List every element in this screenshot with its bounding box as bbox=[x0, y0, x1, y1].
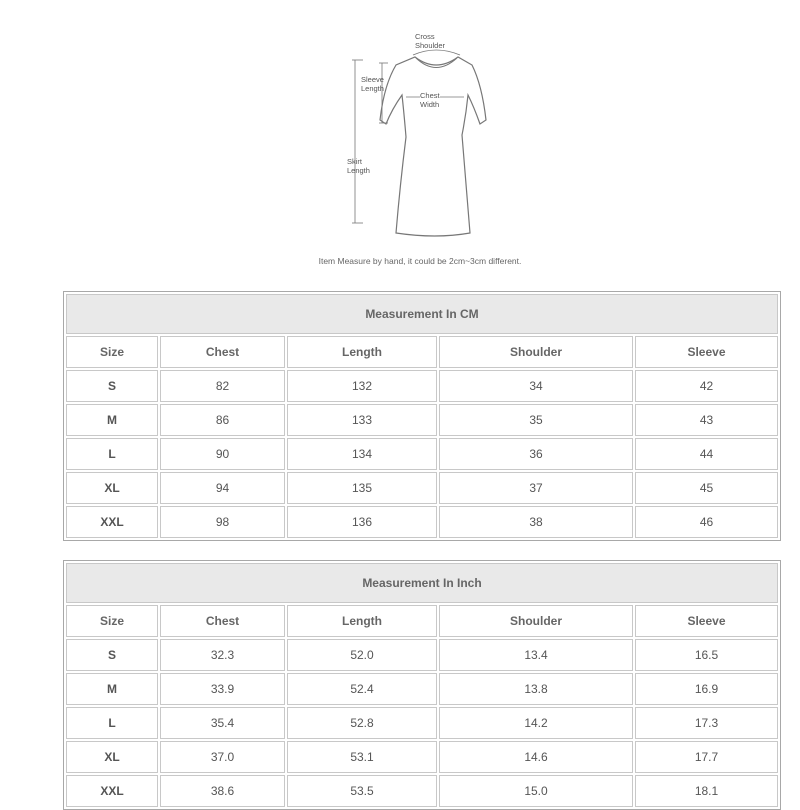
column-header-sleeve: Sleeve bbox=[635, 336, 778, 368]
length-cell: 133 bbox=[287, 404, 437, 436]
skirt-length-label: Skirt Length bbox=[347, 157, 370, 175]
chest-cell: 98 bbox=[160, 506, 285, 538]
sleeve-cell: 46 bbox=[635, 506, 778, 538]
column-header-shoulder: Shoulder bbox=[439, 605, 633, 637]
length-cell: 132 bbox=[287, 370, 437, 402]
length-cell: 52.4 bbox=[287, 673, 437, 705]
table-row bbox=[66, 639, 778, 671]
table-row bbox=[66, 404, 778, 436]
sleeve-cell: 45 bbox=[635, 472, 778, 504]
size-cell: L bbox=[66, 438, 158, 470]
shoulder-cell: 14.2 bbox=[439, 707, 633, 739]
chest-cell: 94 bbox=[160, 472, 285, 504]
length-cell: 53.1 bbox=[287, 741, 437, 773]
sleeve-length-label: Sleeve Length bbox=[361, 75, 384, 93]
column-header-size: Size bbox=[66, 336, 158, 368]
chest-cell: 90 bbox=[160, 438, 285, 470]
length-cell: 135 bbox=[287, 472, 437, 504]
shoulder-cell: 37 bbox=[439, 472, 633, 504]
size-cell: XXL bbox=[66, 775, 158, 807]
shoulder-cell: 34 bbox=[439, 370, 633, 402]
dress-measurement-diagram bbox=[330, 25, 510, 245]
column-header-sleeve: Sleeve bbox=[635, 605, 778, 637]
chest-cell: 37.0 bbox=[160, 741, 285, 773]
size-cell: XL bbox=[66, 472, 158, 504]
table-row bbox=[66, 707, 778, 739]
size-cell: M bbox=[66, 673, 158, 705]
column-header-chest: Chest bbox=[160, 336, 285, 368]
column-header-chest: Chest bbox=[160, 605, 285, 637]
size-cell: XL bbox=[66, 741, 158, 773]
chest-cell: 82 bbox=[160, 370, 285, 402]
table-row bbox=[66, 438, 778, 470]
column-header-length: Length bbox=[287, 605, 437, 637]
sleeve-cell: 16.5 bbox=[635, 639, 778, 671]
table-row bbox=[66, 775, 778, 807]
shoulder-cell: 15.0 bbox=[439, 775, 633, 807]
measurement-table-inch bbox=[63, 560, 781, 810]
table-row bbox=[66, 472, 778, 504]
column-header-length: Length bbox=[287, 336, 437, 368]
dress-outline-icon bbox=[330, 25, 510, 245]
size-cell: S bbox=[66, 639, 158, 671]
table-row bbox=[66, 506, 778, 538]
sleeve-cell: 43 bbox=[635, 404, 778, 436]
size-cell: XXL bbox=[66, 506, 158, 538]
length-cell: 52.0 bbox=[287, 639, 437, 671]
table-row bbox=[66, 741, 778, 773]
shoulder-cell: 38 bbox=[439, 506, 633, 538]
sleeve-cell: 17.3 bbox=[635, 707, 778, 739]
chest-cell: 35.4 bbox=[160, 707, 285, 739]
measurement-note: Item Measure by hand, it could be 2cm~3cm different. bbox=[318, 256, 522, 266]
table-row bbox=[66, 370, 778, 402]
column-header-size: Size bbox=[66, 605, 158, 637]
size-cell: L bbox=[66, 707, 158, 739]
chest-cell: 33.9 bbox=[160, 673, 285, 705]
table-title: Measurement In CM bbox=[66, 294, 778, 334]
size-cell: S bbox=[66, 370, 158, 402]
table-title: Measurement In Inch bbox=[66, 563, 778, 603]
chest-cell: 38.6 bbox=[160, 775, 285, 807]
cross-shoulder-label: Cross Shoulder bbox=[415, 32, 446, 50]
shoulder-cell: 36 bbox=[439, 438, 633, 470]
sleeve-cell: 44 bbox=[635, 438, 778, 470]
sleeve-cell: 42 bbox=[635, 370, 778, 402]
shoulder-cell: 13.4 bbox=[439, 639, 633, 671]
length-cell: 134 bbox=[287, 438, 437, 470]
length-cell: 52.8 bbox=[287, 707, 437, 739]
chest-cell: 32.3 bbox=[160, 639, 285, 671]
shoulder-cell: 13.8 bbox=[439, 673, 633, 705]
length-cell: 53.5 bbox=[287, 775, 437, 807]
sleeve-cell: 18.1 bbox=[635, 775, 778, 807]
length-cell: 136 bbox=[287, 506, 437, 538]
column-header-shoulder: Shoulder bbox=[439, 336, 633, 368]
chest-width-label: Chest Width bbox=[420, 91, 440, 109]
sleeve-cell: 17.7 bbox=[635, 741, 778, 773]
measurement-table-cm bbox=[63, 291, 781, 541]
size-cell: M bbox=[66, 404, 158, 436]
shoulder-cell: 35 bbox=[439, 404, 633, 436]
sleeve-cell: 16.9 bbox=[635, 673, 778, 705]
table-row bbox=[66, 673, 778, 705]
shoulder-cell: 14.6 bbox=[439, 741, 633, 773]
chest-cell: 86 bbox=[160, 404, 285, 436]
